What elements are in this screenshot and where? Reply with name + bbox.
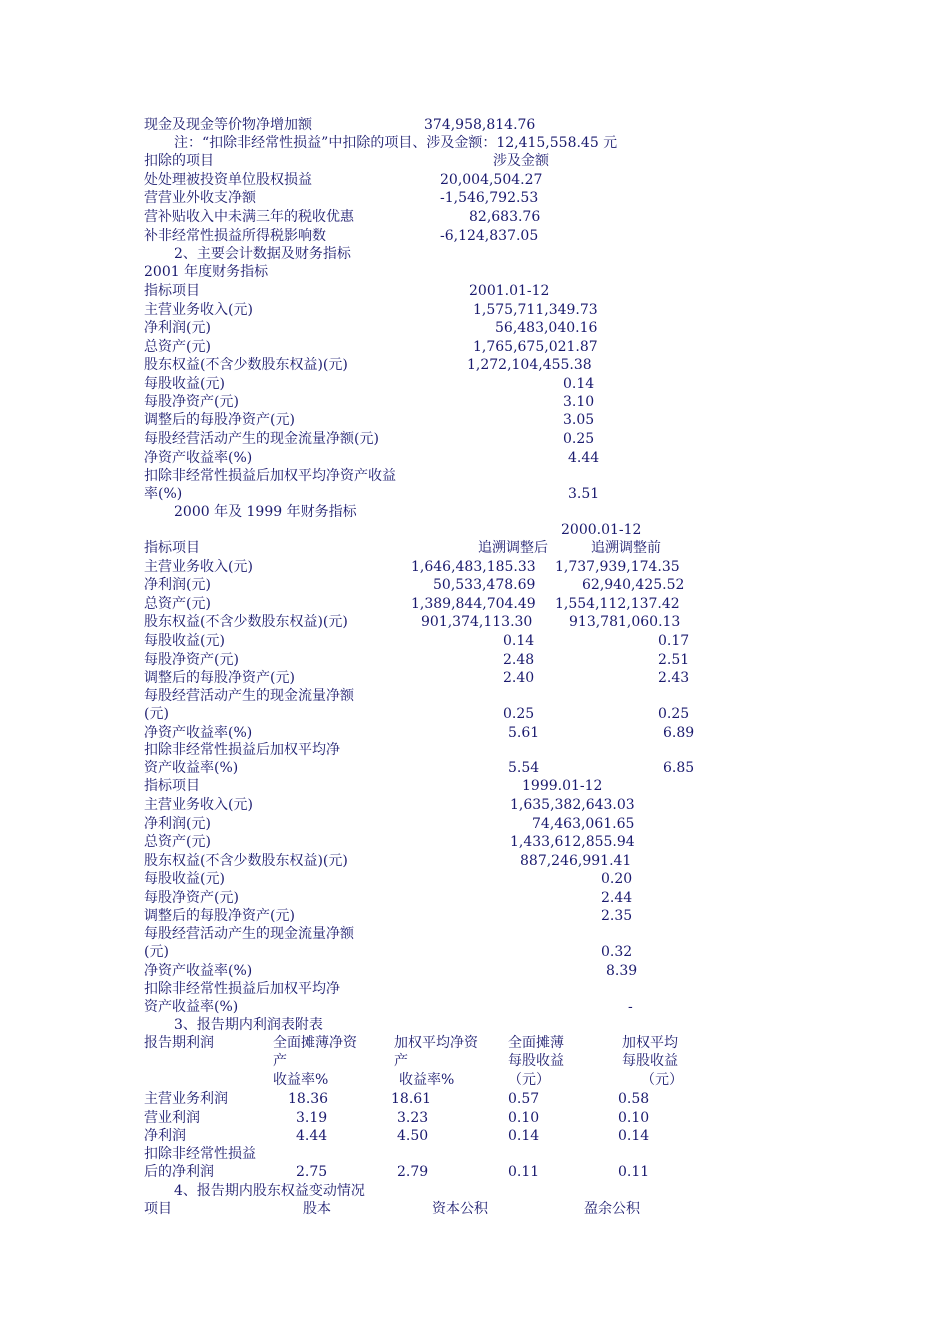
cashflow-label: 现金及现金等价物净增加额 [144,117,312,133]
fy1999-header-item: 指标项目 [144,778,200,794]
profit-header-c3: 全面摊薄 [508,1035,564,1051]
profit-row-label: 营业利润 [144,1110,200,1126]
fy2000-row-v2: 6.85 [663,760,695,776]
profit-row-value: 18.36 [288,1091,329,1107]
fy2000-row-label: 股东权益(不含少数股东权益)(元) [144,614,348,630]
fy1999-row-value: 2.44 [601,890,633,906]
cashflow-value: 374,958,814.76 [424,117,536,133]
fy2000-row-v1: 0.25 [503,706,535,722]
deduction-row-label: 营补贴收入中未满三年的税收优惠 [144,209,354,225]
profit-header-c4: 加权平均 [622,1035,678,1051]
profit-row-value: 0.11 [508,1164,540,1180]
fy2001-row-value: 1,765,675,021.87 [473,339,598,355]
profit-header-c3: （元） [508,1072,550,1088]
profit-header-c2: 产 [394,1053,408,1069]
fy2001-row-value: 0.14 [563,376,595,392]
deduction-row-value: -6,124,837.05 [440,228,539,244]
fy2001-header-period: 2001.01-12 [469,283,550,299]
fy1999-row-label: 总资产(元) [144,834,211,850]
deduction-row-label: 营营业外收支净额 [144,190,256,206]
equity-header-c1: 股本 [303,1201,331,1217]
fy2000-row-v2: 0.25 [658,706,690,722]
profit-row-value: 2.79 [397,1164,429,1180]
fy1999-row-label: 资产收益率(%) [144,999,239,1015]
fy1999-row-value: - [628,999,633,1015]
deduction-row-value: -1,546,792.53 [440,190,539,206]
fy2001-row-value: 3.51 [568,486,600,502]
fy2001-row-value: 0.25 [563,431,595,447]
profit-header-c2: 加权平均净资 [394,1035,478,1051]
fy1999-row-label: 调整后的每股净资产(元) [144,908,295,924]
fy2001-row-label: 净利润(元) [144,320,211,336]
profit-row-label: 净利润 [144,1128,186,1144]
fy1999-row-label: 每股净资产(元) [144,890,239,906]
fy1999-row-value: 887,246,991.41 [520,853,632,869]
fy2000-row-v1: 901,374,113.30 [421,614,533,630]
fy2001-row-label: 每股净资产(元) [144,394,239,410]
profit-row-value: 18.61 [391,1091,432,1107]
fy2000-row-label: (元) [144,706,169,722]
fy2000-row-v1: 2.40 [503,670,535,686]
section4-title: 4、报告期内股东权益变动情况 [174,1183,365,1199]
deduction-row-value: 82,683.76 [469,209,541,225]
fy2000-row-label: 每股经营活动产生的现金流量净额 [144,688,354,704]
fy2000-header-col2: 追溯调整前 [591,540,661,556]
equity-header-c2: 资本公积 [432,1201,488,1217]
fy2000-row-label: 净资产收益率(%) [144,725,253,741]
profit-header-c1: 收益率% [273,1072,329,1088]
profit-row-value: 0.10 [508,1110,540,1126]
fy1999-row-value: 0.20 [601,871,633,887]
fy2001-subtitle: 2001 年度财务指标 [144,264,269,280]
fy2000-1999-subtitle: 2000 年及 1999 年财务指标 [174,504,357,520]
fy1999-row-label: 每股收益(元) [144,871,225,887]
deduction-row-label: 补非经常性损益所得税影响数 [144,228,326,244]
deduction-header-item: 扣除的项目 [144,153,214,169]
profit-header-c3: 每股收益 [508,1053,564,1069]
fy2000-row-v1: 1,646,483,185.33 [411,559,536,575]
fy2000-row-v1: 2.48 [503,652,535,668]
profit-row-value: 0.14 [618,1128,650,1144]
fy2000-row-label: 总资产(元) [144,596,211,612]
fy1999-row-value: 0.32 [601,944,633,960]
fy2000-header-item: 指标项目 [144,540,200,556]
fy2000-row-label: 扣除非经常性损益后加权平均净 [144,742,340,758]
fy2001-row-label: 调整后的每股净资产(元) [144,412,295,428]
profit-row-value: 0.10 [618,1110,650,1126]
fy2001-row-label: 每股收益(元) [144,376,225,392]
fy2000-row-v1: 50,533,478.69 [433,577,536,593]
profit-row-label: 主营业务利润 [144,1091,228,1107]
deduction-row-value: 20,004,504.27 [440,172,543,188]
fy2000-row-label: 净利润(元) [144,577,211,593]
fy2000-row-v1: 0.14 [503,633,535,649]
section2-title: 2、主要会计数据及财务指标 [174,246,351,262]
fy2000-row-v2: 1,554,112,137.42 [555,596,680,612]
fy2000-row-label: 每股收益(元) [144,633,225,649]
fy2001-row-value: 3.10 [563,394,595,410]
fy2001-row-label: 股东权益(不含少数股东权益)(元) [144,357,348,373]
fy2001-row-label: 总资产(元) [144,339,211,355]
fy2000-row-v2: 2.43 [658,670,690,686]
fy2001-row-value: 1,575,711,349.73 [473,302,598,318]
fy2000-header-col1: 追溯调整后 [478,540,548,556]
profit-header-item: 报告期利润 [144,1035,214,1051]
section3-title: 3、报告期内利润表附表 [174,1017,323,1033]
fy1999-row-value: 74,463,061.65 [532,816,635,832]
fy1999-header-period: 1999.01-12 [522,778,603,794]
fy2000-row-label: 调整后的每股净资产(元) [144,670,295,686]
fy2000-row-v1: 1,389,844,704.49 [411,596,536,612]
deduction-note: 注：“扣除非经常性损益”中扣除的项目、涉及金额：12,415,558.45 元 [174,135,618,151]
profit-row-value: 3.19 [296,1110,328,1126]
fy2000-row-label: 主营业务收入(元) [144,559,253,575]
fy1999-row-label: 净资产收益率(%) [144,963,253,979]
equity-header-c3: 盈余公积 [584,1201,640,1217]
profit-row-value: 2.75 [296,1164,328,1180]
fy2001-row-value: 4.44 [568,450,600,466]
fy1999-row-label: 主营业务收入(元) [144,797,253,813]
fy2001-row-value: 56,483,040.16 [495,320,598,336]
profit-row-value: 0.11 [618,1164,650,1180]
fy2000-row-v2: 62,940,425.52 [582,577,685,593]
profit-row-value: 4.50 [397,1128,429,1144]
profit-header-c1: 全面摊薄净资 [273,1035,357,1051]
fy2001-row-label: 净资产收益率(%) [144,450,253,466]
fy2000-row-v1: 5.54 [508,760,540,776]
profit-row-value: 3.23 [397,1110,429,1126]
fy2001-header-item: 指标项目 [144,283,200,299]
profit-row-label: 扣除非经常性损益 [144,1146,256,1162]
profit-row-label: 后的净利润 [144,1164,214,1180]
fy1999-row-label: (元) [144,944,169,960]
profit-row-value: 4.44 [296,1128,328,1144]
profit-header-c4: （元） [641,1072,683,1088]
fy2001-row-label: 扣除非经常性损益后加权平均净资产收益 [144,468,396,484]
fy2000-row-v2: 1,737,939,174.35 [555,559,680,575]
fy2000-row-v2: 913,781,060.13 [569,614,681,630]
profit-header-c1: 产 [273,1053,287,1069]
fy1999-row-label: 扣除非经常性损益后加权平均净 [144,981,340,997]
fy2000-row-label: 每股净资产(元) [144,652,239,668]
fy1999-row-label: 每股经营活动产生的现金流量净额 [144,926,354,942]
fy2000-row-v2: 6.89 [663,725,695,741]
profit-row-value: 0.14 [508,1128,540,1144]
fy2000-row-v1: 5.61 [508,725,540,741]
fy1999-row-value: 1,635,382,643.03 [510,797,635,813]
profit-header-c2: 收益率% [399,1072,455,1088]
fy2000-row-v2: 2.51 [658,652,690,668]
fy2001-row-value: 1,272,104,455.38 [467,357,592,373]
fy2001-row-value: 3.05 [563,412,595,428]
fy2001-row-label: 率(%) [144,486,183,502]
profit-row-value: 0.57 [508,1091,540,1107]
fy2000-row-v2: 0.17 [658,633,690,649]
fy2000-period: 2000.01-12 [561,522,642,538]
equity-header-item: 项目 [144,1201,172,1217]
fy1999-row-value: 8.39 [606,963,638,979]
fy1999-row-value: 1,433,612,855.94 [510,834,635,850]
deduction-row-label: 处处理被投资单位股权损益 [144,172,312,188]
profit-row-value: 0.58 [618,1091,650,1107]
profit-header-c4: 每股收益 [622,1053,678,1069]
fy1999-row-value: 2.35 [601,908,633,924]
fy2001-row-label: 每股经营活动产生的现金流量净额(元) [144,431,379,447]
fy2001-row-label: 主营业务收入(元) [144,302,253,318]
fy1999-row-label: 净利润(元) [144,816,211,832]
fy2000-row-label: 资产收益率(%) [144,760,239,776]
deduction-header-amount: 涉及金额 [493,153,549,169]
fy1999-row-label: 股东权益(不含少数股东权益)(元) [144,853,348,869]
